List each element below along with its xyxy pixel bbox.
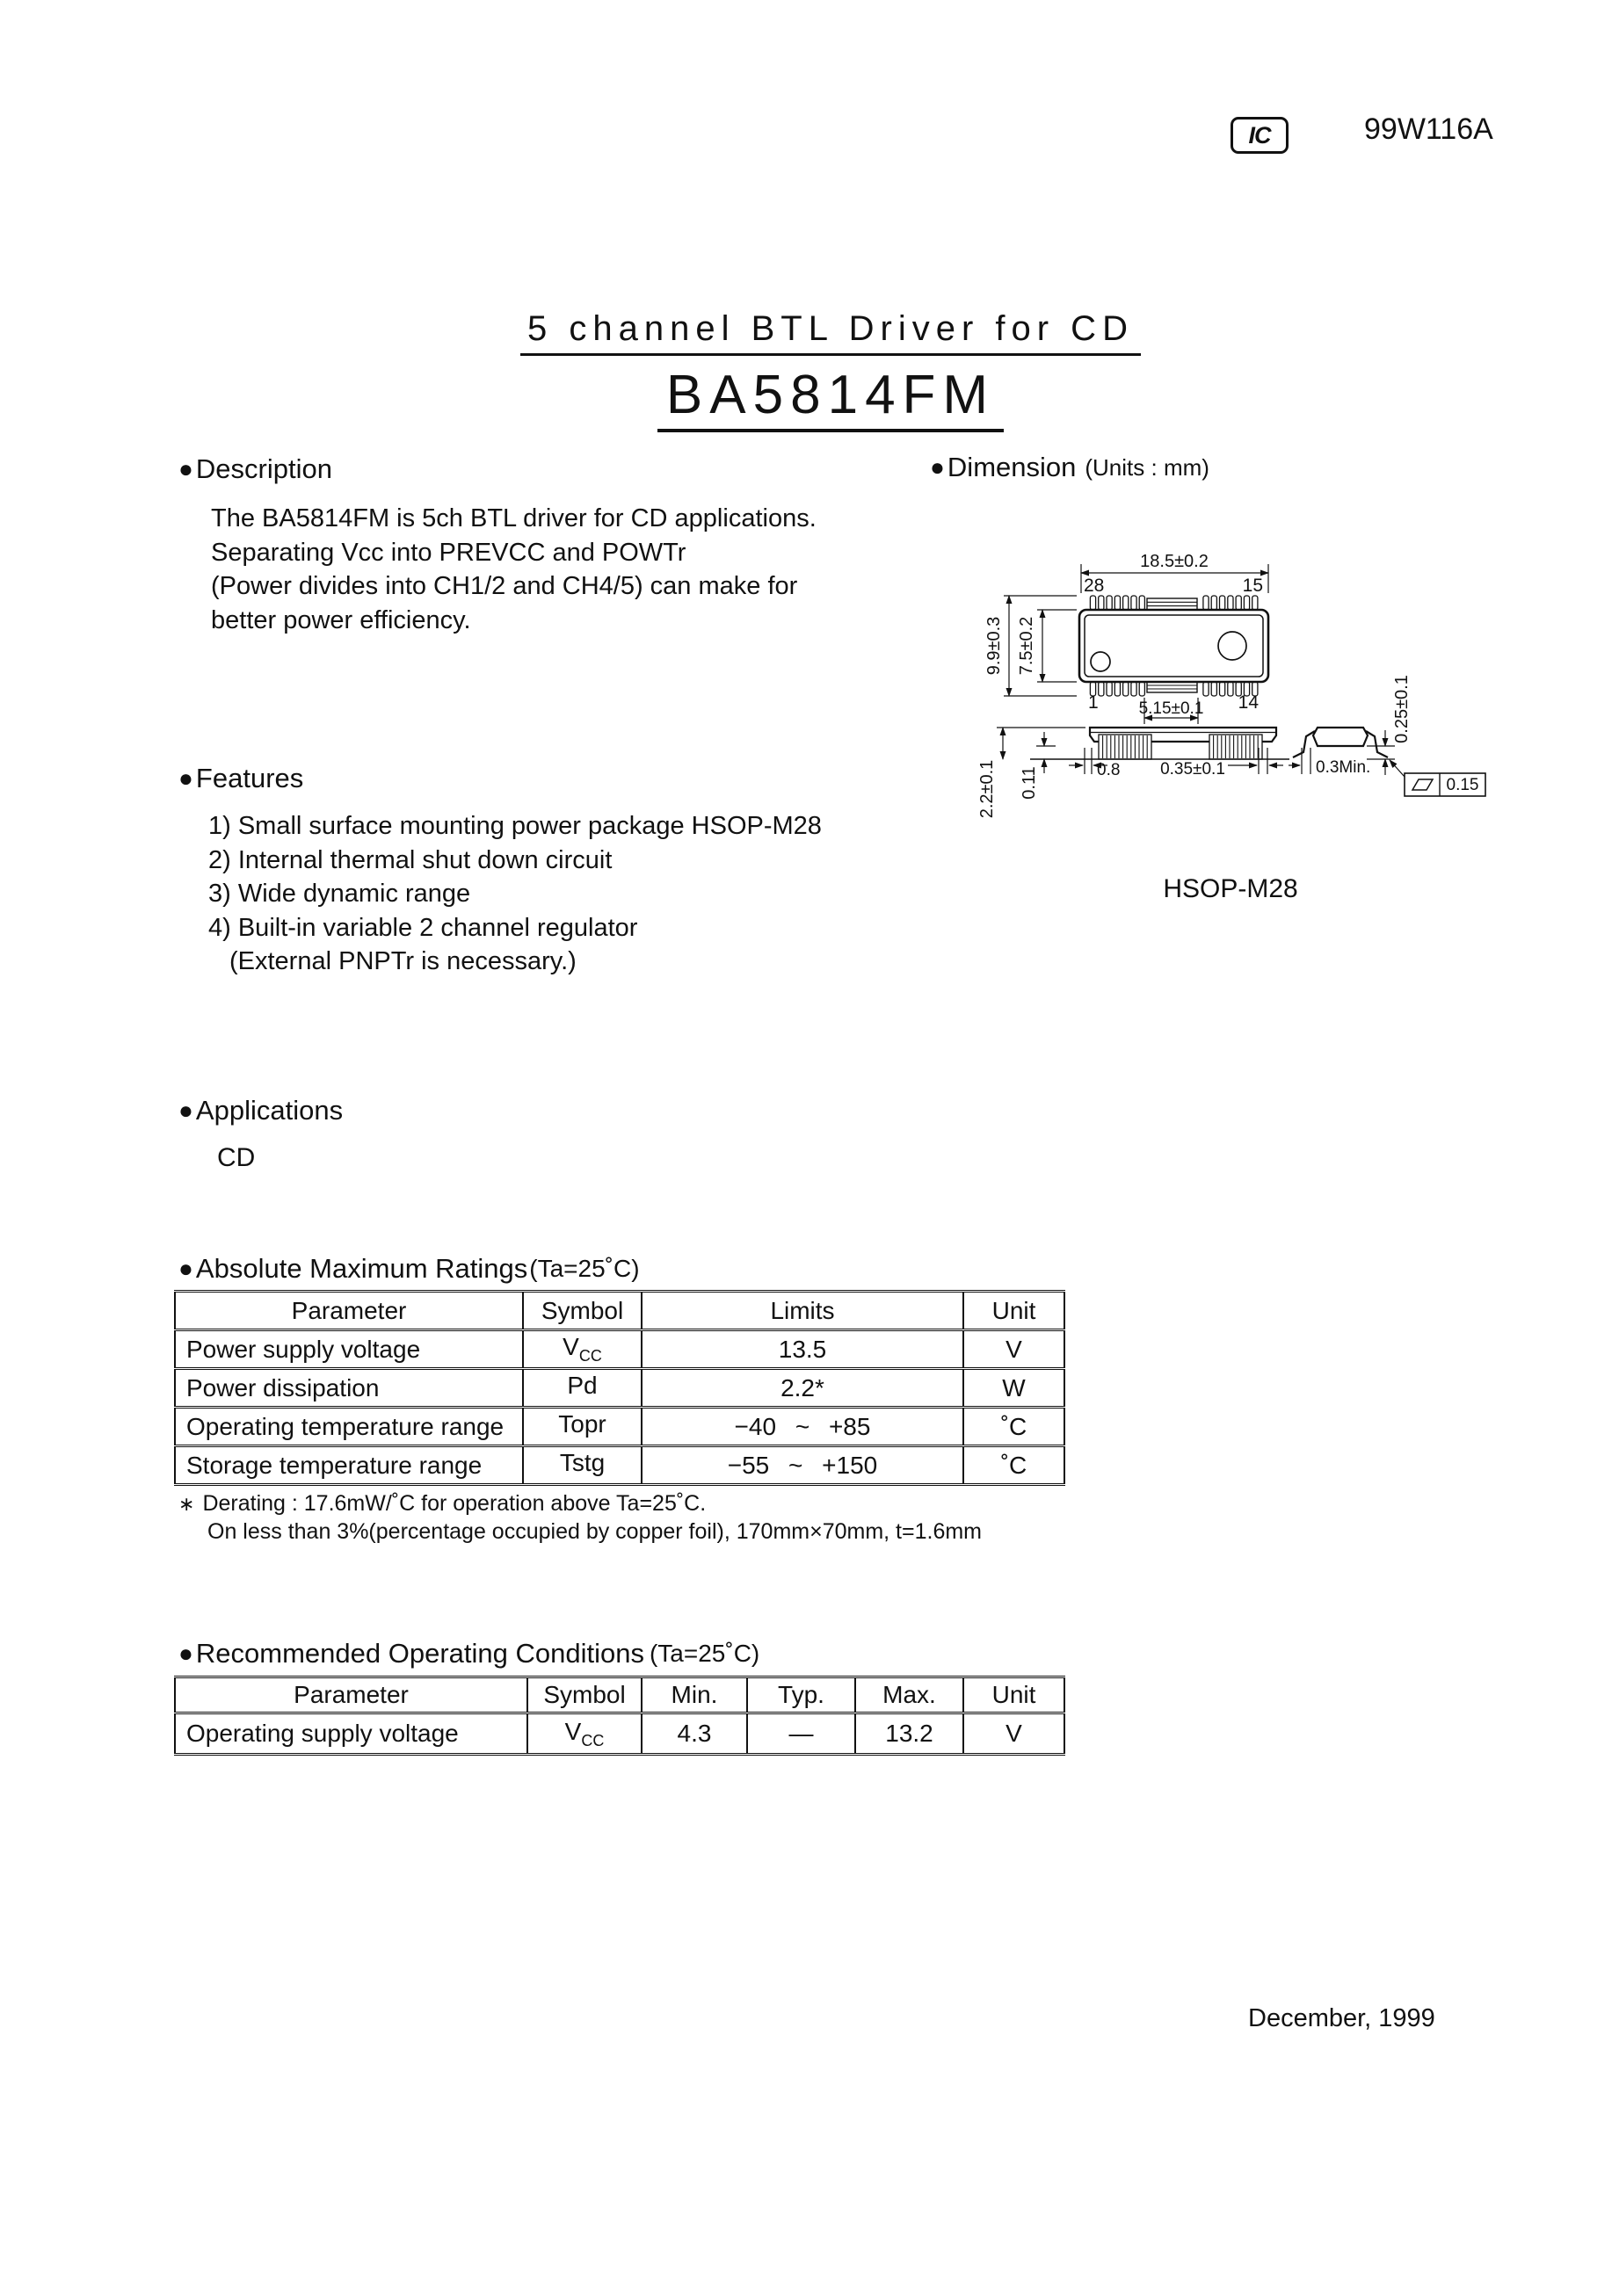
package-top-view <box>1079 596 1268 696</box>
col-header-symbol: Symbol <box>523 1292 642 1330</box>
rec-op-table <box>174 1676 1065 1756</box>
dimension-heading <box>930 452 1209 483</box>
bullet-icon: ● <box>178 1097 193 1124</box>
footnote-text: Derating : 17.6mW/˚C for operation above Ta=25˚C. <box>202 1491 707 1516</box>
abs-max-condition: (Ta=25˚C) <box>529 1255 640 1282</box>
package-dimension-drawing <box>945 514 1525 901</box>
col-header-limits: Limits <box>642 1292 963 1330</box>
table-header-row <box>175 1677 1064 1713</box>
table-row <box>175 1330 1064 1369</box>
dim-label-seating-clearance: 0.25±0.1 <box>1392 675 1412 743</box>
description-line: The BA5814FM is 5ch BTL driver for CD applications. <box>211 504 817 532</box>
symbol-cell <box>523 1408 642 1446</box>
parameter-cell: Power dissipation <box>175 1369 523 1408</box>
feature-item: 1) Small surface mounting power package HSOP-M28 <box>208 812 822 840</box>
abs-max-table <box>174 1290 1065 1486</box>
pin-15-label: 15 <box>1242 576 1263 596</box>
heat-tab-bottom <box>1147 682 1197 692</box>
pin-1-label: 1 <box>1088 692 1099 713</box>
description-line: Separating Vcc into PREVCC and POWTr <box>211 538 686 567</box>
title-block <box>352 309 1310 432</box>
part-number-title: BA5814FM <box>657 364 1004 432</box>
symbol-sub: CC <box>578 1347 602 1365</box>
bullet-icon: ● <box>930 453 945 481</box>
feature-item: 3) Wide dynamic range <box>208 880 471 908</box>
parameter-cell: Storage temperature range <box>175 1446 523 1485</box>
feature-item: 4) Built-in variable 2 channel regulator <box>208 913 638 942</box>
symbol-main: V <box>564 1717 582 1745</box>
max-cell: 13.2 <box>855 1713 963 1755</box>
dimension-units-note: (Units : mm) <box>1085 453 1209 481</box>
symbol-main: Tstg <box>559 1449 606 1476</box>
unit-cell: V <box>963 1713 1064 1755</box>
typ-cell: — <box>747 1713 855 1755</box>
publication-date: December, 1999 <box>1248 2004 1435 2032</box>
symbol-cell <box>523 1369 642 1408</box>
table-row <box>175 1713 1064 1755</box>
parameter-cell: Operating supply voltage <box>175 1713 527 1755</box>
col-header-min: Min. <box>642 1677 747 1713</box>
bullet-icon: ● <box>178 1255 193 1282</box>
dim-label-outer-height: 9.9±0.3 <box>984 616 1004 676</box>
dim-label-flatness: 0.15 <box>1446 776 1479 794</box>
limit-cell: 2.2* <box>642 1369 963 1408</box>
parameter-cell: Operating temperature range <box>175 1408 523 1446</box>
dim-label-standoff: 0.11 <box>1020 766 1039 800</box>
page-subtitle: 5 channel BTL Driver for CD <box>520 309 1141 356</box>
col-header-unit: Unit <box>963 1292 1064 1330</box>
unit-cell: ˚C <box>963 1446 1064 1485</box>
dim-label-body-height: 7.5±0.2 <box>1017 616 1036 676</box>
dim-label-width: 18.5±0.2 <box>1140 552 1209 571</box>
symbol-cell <box>523 1446 642 1485</box>
col-header-typ: Typ. <box>747 1677 855 1713</box>
features-heading-label: Features <box>195 763 304 793</box>
limit-cell: −55 ~ +150 <box>642 1446 963 1485</box>
applications-heading <box>178 1095 343 1126</box>
symbol-cell <box>527 1713 642 1755</box>
limit-cell: −40 ~ +85 <box>642 1408 963 1446</box>
pin-14-label: 14 <box>1238 692 1259 713</box>
unit-cell: V <box>963 1330 1064 1369</box>
rec-op-condition: (Ta=25˚C) <box>649 1640 760 1667</box>
derating-footnote-line2: On less than 3%(percentage occupied by copper foil), 170mm×70mm, t=1.6mm <box>207 1519 982 1544</box>
table-row <box>175 1408 1064 1446</box>
dim-label-thickness: 2.2±0.1 <box>977 759 997 819</box>
rec-op-heading-label: Recommended Operating Conditions <box>195 1638 644 1669</box>
dim-label-tab-width: 5.15±0.1 <box>1138 699 1204 718</box>
description-heading <box>178 453 332 485</box>
feature-item: (External PNPTr is necessary.) <box>229 947 577 975</box>
dim-label-lead-width: 0.35±0.1 <box>1160 760 1225 779</box>
description-body <box>211 502 817 637</box>
bullet-icon: ● <box>178 764 193 792</box>
symbol-main: Topr <box>558 1410 606 1438</box>
dim-label-foot-length: 0.3Min. <box>1316 758 1371 777</box>
col-header-parameter: Parameter <box>175 1677 527 1713</box>
features-heading <box>178 763 303 794</box>
asterisk-mark: ∗ <box>178 1493 195 1515</box>
unit-cell: W <box>963 1369 1064 1408</box>
package-name-label: HSOP-M28 <box>1163 874 1298 903</box>
dimension-heading-label: Dimension <box>947 452 1077 482</box>
col-header-parameter: Parameter <box>175 1292 523 1330</box>
table-row <box>175 1446 1064 1485</box>
limit-cell: 13.5 <box>642 1330 963 1369</box>
symbol-main: Pd <box>567 1372 598 1399</box>
abs-max-heading-label: Absolute Maximum Ratings <box>195 1253 528 1284</box>
bullet-icon: ● <box>178 455 193 482</box>
package-end-view <box>1293 728 1388 757</box>
unit-cell: ˚C <box>963 1408 1064 1446</box>
min-cell: 4.3 <box>642 1713 747 1755</box>
symbol-sub: CC <box>581 1731 605 1749</box>
dim-label-lead-pitch: 0.8 <box>1097 761 1121 779</box>
package-body-outline <box>1079 610 1268 682</box>
document-number: 99W116A <box>1364 112 1493 146</box>
table-header-row <box>175 1292 1064 1330</box>
package-side-view <box>1030 728 1289 759</box>
col-header-symbol: Symbol <box>527 1677 642 1713</box>
heat-tab-top <box>1147 598 1197 610</box>
description-line: (Power divides into CH1/2 and CH4/5) can make for <box>211 572 798 600</box>
package-drawing-svg <box>945 514 1525 901</box>
col-header-max: Max. <box>855 1677 963 1713</box>
logo-text: IC <box>1248 121 1271 148</box>
pin-28-label: 28 <box>1084 576 1105 596</box>
parameter-cell: Power supply voltage <box>175 1330 523 1369</box>
description-line: better power efficiency. <box>211 605 471 634</box>
applications-heading-label: Applications <box>195 1095 344 1126</box>
manufacturer-logo <box>1231 117 1289 154</box>
features-list <box>208 809 822 979</box>
symbol-main: V <box>563 1333 579 1360</box>
abs-max-heading <box>178 1253 640 1285</box>
feature-item: 2) Internal thermal shut down circuit <box>208 845 613 874</box>
rec-op-heading <box>178 1638 759 1669</box>
table-row <box>175 1369 1064 1408</box>
col-header-unit: Unit <box>963 1677 1064 1713</box>
description-heading-label: Description <box>195 453 332 484</box>
bullet-icon: ● <box>178 1640 193 1667</box>
derating-footnote-line1 <box>178 1491 706 1517</box>
application-item: CD <box>217 1143 256 1172</box>
symbol-cell <box>523 1330 642 1369</box>
